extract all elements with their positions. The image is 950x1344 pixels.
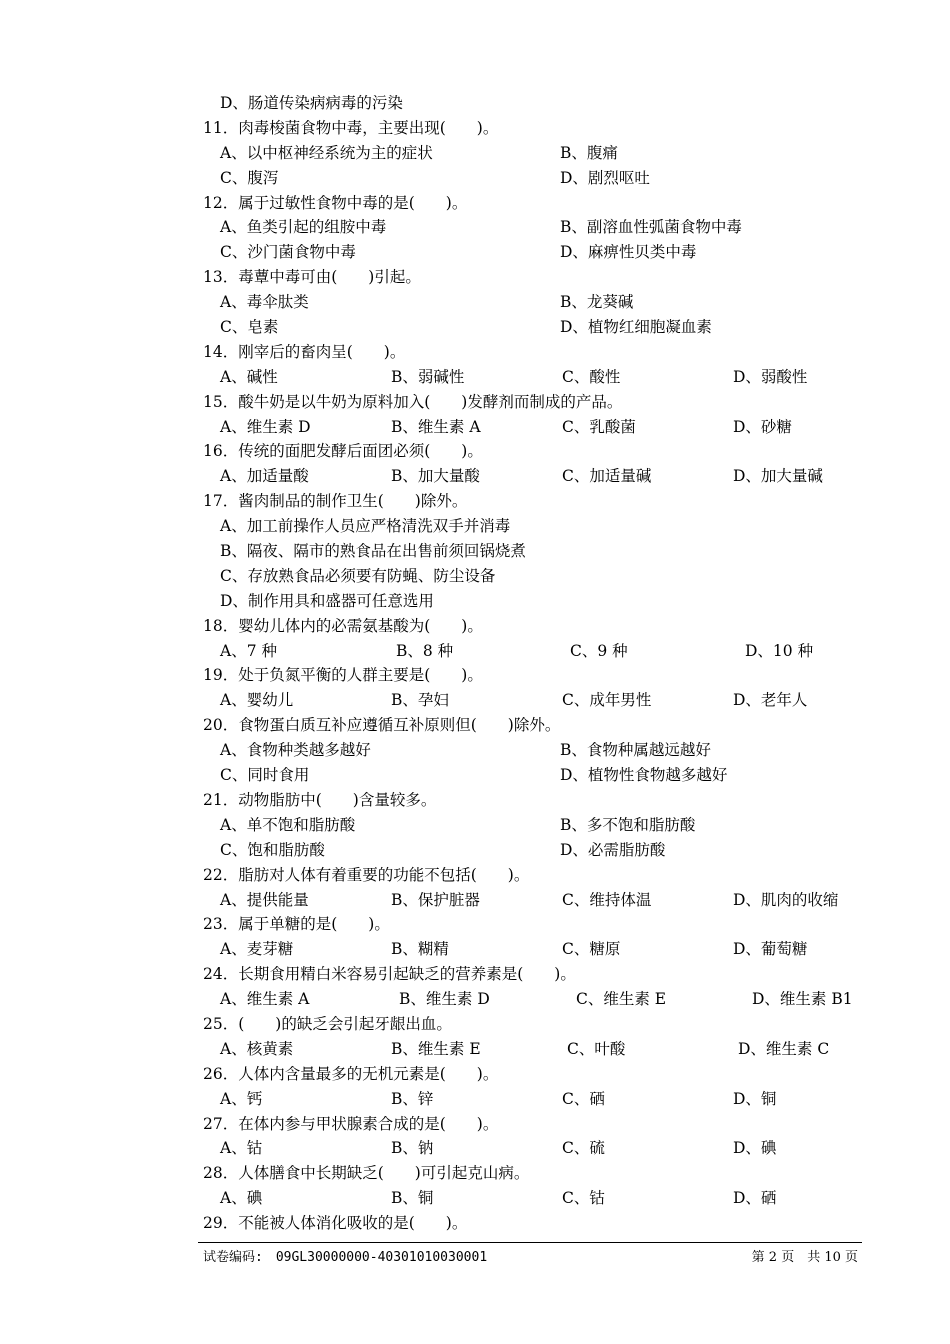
answer-options-row — [0, 415, 950, 440]
answer-option: C、硫 — [562, 1139, 605, 1158]
answer-options-row — [0, 813, 950, 838]
answer-options-row — [0, 564, 950, 589]
answer-option: B、龙葵碱 — [560, 293, 634, 312]
answer-option: A、毒伞肽类 — [220, 293, 309, 312]
answer-option: C、腹泻 — [220, 168, 279, 187]
answer-option: B、加大量酸 — [391, 467, 480, 486]
answer-options-row — [0, 365, 950, 390]
answer-option: B、锌 — [391, 1089, 434, 1108]
question-stem: 23．属于单糖的是( )。 — [203, 915, 390, 934]
footer-divider — [198, 1242, 862, 1243]
answer-options-row — [0, 589, 950, 614]
answer-options-row — [0, 838, 950, 863]
answer-option: D、植物性食物越多越好 — [560, 766, 728, 785]
answer-option: B、腹痛 — [560, 143, 618, 162]
answer-options-row — [0, 1087, 950, 1112]
answer-option: A、碘 — [220, 1189, 263, 1208]
answer-option: C、维生素 E — [576, 990, 667, 1009]
answer-option: D、维生素 C — [738, 1039, 830, 1058]
answer-option: B、8 种 — [396, 641, 454, 660]
answer-option: B、弱碱性 — [391, 367, 465, 386]
answer-option: B、维生素 A — [391, 417, 481, 436]
answer-options-row — [0, 688, 950, 713]
answer-options-row — [0, 166, 950, 191]
answer-option: A、7 种 — [220, 641, 277, 660]
answer-option: D、必需脂肪酸 — [560, 840, 666, 859]
answer-option: D、弱酸性 — [733, 367, 808, 386]
answer-option: D、剧烈呕吐 — [560, 168, 650, 187]
answer-options-row — [0, 987, 950, 1012]
question-stem: 16．传统的面肥发酵后面团必须( )。 — [203, 442, 483, 461]
question-stem: 17．酱肉制品的制作卫生( )除外。 — [203, 492, 468, 511]
answer-option: C、糖原 — [562, 940, 621, 959]
answer-option: A、碱性 — [220, 367, 278, 386]
answer-option: B、副溶血性弧菌食物中毒 — [560, 218, 742, 237]
answer-option: C、同时食用 — [220, 766, 310, 785]
answer-option: A、提供能量 — [220, 890, 309, 909]
page-number: 第 2 页 共 10 页 — [751, 1250, 858, 1265]
answer-option: B、多不饱和脂肪酸 — [560, 815, 696, 834]
question-stem: 21．动物脂肪中( )含量较多。 — [203, 790, 437, 809]
answer-option: B、保护脏器 — [391, 890, 480, 909]
question-stem: 28．人体膳食中长期缺乏( )可引起克山病。 — [203, 1164, 530, 1183]
question-stem: 22．脂肪对人体有着重要的功能不包括( )。 — [203, 865, 530, 884]
answer-option: D、砂糖 — [733, 417, 792, 436]
answer-option: B、隔夜、隔市的熟食品在出售前须回锅烧煮 — [220, 542, 526, 561]
answer-options-row — [0, 315, 950, 340]
answer-options-row — [0, 1037, 950, 1062]
answer-option: B、维生素 E — [391, 1039, 481, 1058]
answer-option: D、加大量碱 — [733, 467, 823, 486]
answer-option: A、维生素 A — [220, 990, 310, 1009]
answer-option: C、加适量碱 — [562, 467, 652, 486]
answer-options-row — [0, 639, 950, 664]
answer-options-row — [0, 464, 950, 489]
answer-option: C、叶酸 — [567, 1039, 626, 1058]
answer-option: B、糊精 — [391, 940, 449, 959]
answer-option: D、维生素 B1 — [752, 990, 853, 1009]
answer-option: B、食物种属越远越好 — [560, 741, 711, 760]
answer-option: D、10 种 — [745, 641, 814, 660]
question-stem: 26．人体内含量最多的无机元素是( )。 — [203, 1064, 499, 1083]
paper-code: 试卷编码: 09GL30000000-40301010030001 — [203, 1250, 488, 1265]
answer-option: C、维持体温 — [562, 890, 652, 909]
answer-option: A、加工前操作人员应严格清洗双手并消毒 — [220, 517, 511, 536]
answer-options-row — [0, 738, 950, 763]
answer-options-row — [0, 937, 950, 962]
question-stem: 27．在体内参与甲状腺素合成的是( )。 — [203, 1114, 499, 1133]
answer-option: A、鱼类引起的组胺中毒 — [220, 218, 387, 237]
answer-option: B、维生素 D — [399, 990, 490, 1009]
answer-option: A、钴 — [220, 1139, 263, 1158]
answer-option: D、硒 — [733, 1189, 777, 1208]
answer-options-row — [0, 1136, 950, 1161]
answer-option: C、9 种 — [570, 641, 628, 660]
answer-option: D、老年人 — [733, 691, 808, 710]
answer-option: D、碘 — [733, 1139, 777, 1158]
answer-option: A、以中枢神经系统为主的症状 — [220, 143, 433, 162]
question-stem: 25．( )的缺乏会引起牙龈出血。 — [203, 1014, 452, 1033]
answer-options-row — [0, 141, 950, 166]
answer-options-row — [0, 763, 950, 788]
question-list — [0, 91, 950, 1236]
answer-option: D、麻痹性贝类中毒 — [560, 243, 697, 262]
question-stem: 14．刚宰后的畜肉呈( )。 — [203, 342, 406, 361]
answer-option: D、肌肉的收缩 — [733, 890, 839, 909]
question-stem: 29．不能被人体消化吸收的是( )。 — [203, 1214, 468, 1233]
answer-options-row — [0, 888, 950, 913]
answer-options-row — [0, 1186, 950, 1211]
question-stem: 11．肉毒梭菌食物中毒，主要出现( )。 — [203, 118, 499, 137]
answer-option: B、钠 — [391, 1139, 434, 1158]
answer-option: C、成年男性 — [562, 691, 652, 710]
answer-option: A、维生素 D — [220, 417, 311, 436]
answer-option: C、皂素 — [220, 318, 279, 337]
answer-option: A、加适量酸 — [220, 467, 309, 486]
question-stem: 20．食物蛋白质互补应遵循互补原则但( )除外。 — [203, 716, 561, 735]
answer-option: A、钙 — [220, 1089, 263, 1108]
answer-options-row — [0, 91, 950, 116]
answer-options-row — [0, 290, 950, 315]
question-stem: 24．长期食用精白米容易引起缺乏的营养素是( )。 — [203, 965, 576, 984]
answer-option: B、铜 — [391, 1189, 434, 1208]
answer-option: C、存放熟食品必须要有防蝇、防尘设备 — [220, 566, 496, 585]
answer-option: C、钴 — [562, 1189, 605, 1208]
answer-option: D、制作用具和盛器可任意选用 — [220, 591, 434, 610]
answer-option: B、孕妇 — [391, 691, 449, 710]
answer-option: A、核黄素 — [220, 1039, 294, 1058]
answer-option: A、麦芽糖 — [220, 940, 294, 959]
answer-options-row — [0, 215, 950, 240]
question-stem: 18．婴幼儿体内的必需氨基酸为( )。 — [203, 616, 483, 635]
question-stem: 12．属于过敏性食物中毒的是( )。 — [203, 193, 468, 212]
answer-option: D、肠道传染病病毒的污染 — [220, 94, 403, 112]
answer-options-row — [0, 240, 950, 265]
answer-option: D、植物红细胞凝血素 — [560, 318, 712, 337]
answer-option: C、硒 — [562, 1089, 605, 1108]
answer-options-row — [0, 539, 950, 564]
answer-option: C、酸性 — [562, 367, 621, 386]
answer-option: D、葡萄糖 — [733, 940, 808, 959]
answer-option: A、食物种类越多越好 — [220, 741, 371, 760]
answer-option: D、铜 — [733, 1089, 777, 1108]
question-stem: 19．处于负氮平衡的人群主要是( )。 — [203, 666, 483, 685]
answer-option: C、饱和脂肪酸 — [220, 840, 325, 859]
answer-option: A、婴幼儿 — [220, 691, 294, 710]
question-stem: 13．毒蕈中毒可由( )引起。 — [203, 268, 421, 287]
question-stem: 15．酸牛奶是以牛奶为原料加入( )发酵剂而制成的产品。 — [203, 392, 623, 411]
answer-option: A、单不饱和脂肪酸 — [220, 815, 356, 834]
answer-option: C、沙门菌食物中毒 — [220, 243, 356, 262]
answer-option: C、乳酸菌 — [562, 417, 636, 436]
answer-options-row — [0, 514, 950, 539]
